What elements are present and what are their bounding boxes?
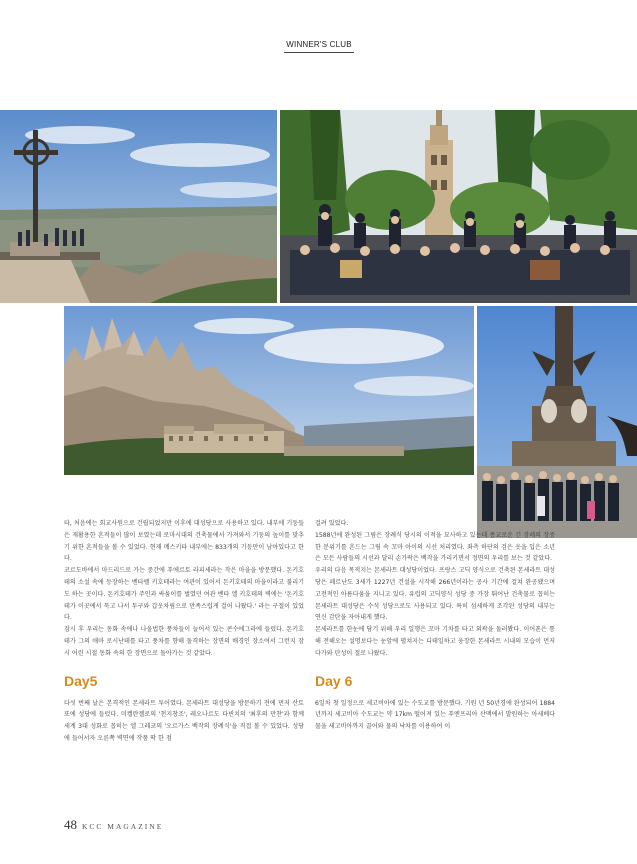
montserrat-monastery-photo (64, 306, 474, 475)
left-text-column (64, 518, 304, 745)
paragraph: 6일차 첫 일정으로 세고비아에 있는 수도교를 방문했다. 기원 년 50년경에 완성되어 1884년까지 세고비아 수도교는 약 17km 떨어져 있는 푸엔프리아 산맥에서 발원하는 아세베다 물을 세고비아까지 끌어와 물의 낙차를 이용하여 이 (315, 699, 555, 731)
right-text-column (315, 518, 555, 733)
page-number: 48 (64, 817, 77, 832)
day6-heading: Day 6 (315, 672, 353, 689)
paragraph: 우리의 다음 목적지는 몬세라트 대성당이었다. 프랑스 고딕 양식으로 건축된 몬세라트 대성당은 페르난도 3세가 1227년 건설을 시작해 266년이라는 공사 기간에 걸쳐 완공됐으며 고전적인 아름다움을 지니고 있다. 유럽의 고딕양식 성당 중 가장 뛰어난 건축물로 꼽히는 몬세라트 대성당은 수석 성당으로도 사용되고 있다. 특히 섬세하게 조각된 성당의 내부는 연신 감탄을 자아내게 했다. (315, 567, 555, 622)
paragraph: 다섯 번째 날은 본격적인 몬세라트 투어였다. 몬세라트 대성당을 방문하기 전에 먼저 산토또에 성당에 들렀다. 미켈란젤로의 '천지창조', 레오나르도 다빈치의 '최후의 만찬'과 함께 세계 3대 성화로 꼽히는 엘 그레코의 '오르가스 백작의 장례식'을 직접 볼 수 있었다. 성당에 들어서자 오른쪽 벽면에 작품 딱 한 점 (64, 699, 304, 742)
page-footer (64, 817, 163, 833)
magazine-name: KCC MAGAZINE (82, 822, 164, 831)
day5-heading: Day5 (64, 672, 98, 689)
group-photo-bell-tower (280, 110, 637, 303)
paragraph: 몬세라트를 한눈에 담기 위해 우리 일행은 꼬마 기차를 타고 외곽을 돌러봤다. 이어폰은 통해 전해오는 설명보다는 눈앞에 펼쳐지는 디테일하고 웅장한 몬세라트 시내의 모습이 먼저 다가와 탄성이 절로 나왔다. (315, 626, 555, 657)
section-label: WINNER'S CLUB (284, 40, 354, 53)
columbus-monument-group-photo (477, 306, 637, 538)
montserrat-cross-photo (0, 110, 277, 303)
paragraph: 잠시 후 우리는 동화 속에나 나올법한 풍차들이 늘어서 있는 콘수에그라에 들렀다. 돈키호테가 그의 애마 로시난테를 타고 풍차를 향해 돌격하는 장면의 배경인 장소여서 그런지 잠시 어린 시절 동화 속의 한 장면으로 돌아가는 것 같았다. (64, 626, 304, 657)
paragraph: 걸려 있었다. (315, 520, 349, 527)
paragraph: 1588년에 완성된 그림은 장례식 당시의 이적을 묘사하고 있는데 종교로운 긴 장례의 장중한 분위기를 흔드는 그림 속 꼬마 아이의 시선 처리였다. 좌측 하단의 검은 옷을 입은 소년은 모든 사람들의 시선과 달리 손가락은 백작을 가리키면서 정면의 우리를 보는 것 같았다. (315, 531, 555, 563)
paragraph: 타, 처음에는 회교사원으로 건립되었지만 이후에 대성당으로 사용하고 있다. 내부에 기둥들은 재활용한 흔적들이 많이 보였는데 로마시대의 건축물에서 가져와서 기둥의 높이를 맞추기 위한 흔적들을 볼 수 있었다. 현재 메스키타 내부에는 833개의 기둥만이 남아있다고 한다. (64, 520, 304, 563)
paragraph: 코르도바에서 마드리드로 가는 중간에 푸에르토 라피세라는 작은 마을을 방문했다. 돈키호테의 소설 속에 등장하는 벤타펠 키호테라는 여관이 있어서 돈키호테의 마을이라고 불리기도 하는 곳이다. 돈키호테가 주인과 싸움이를 벌였던 여관 벤타 엘 키호테의 벽에는 '돈키호테가 이곳에서 묵고 나서 투구와 갑옷차림으로 만족스럽게 걸어 나왔다.' 라는 구절이 있었다. (64, 567, 304, 622)
